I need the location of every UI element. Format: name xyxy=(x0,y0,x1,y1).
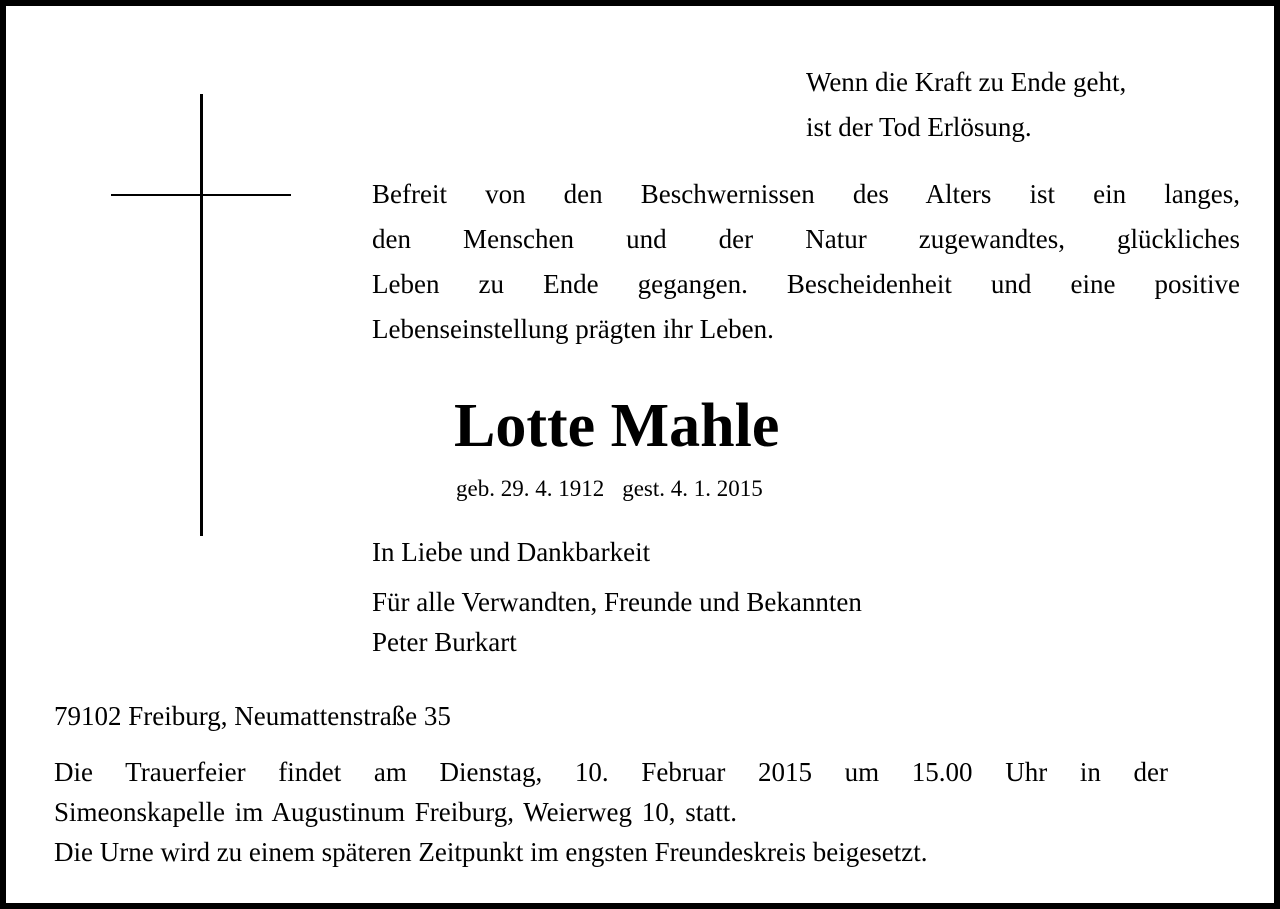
motto-quote xyxy=(806,60,1126,150)
motto-line: Wenn die Kraft zu Ende geht, xyxy=(806,67,1127,97)
closing-phrase: In Liebe und Dankbarkeit xyxy=(372,537,651,567)
tribute-line: Befreit von den Beschwernissen des Alters ist ein langes, xyxy=(372,179,1240,209)
deceased-name: Lotte Mahle xyxy=(454,392,780,460)
cross-horizontal-bar xyxy=(111,194,291,196)
ceremony-line: Simeonskapelle im Augustinum Freiburg, Weierweg 10, statt. xyxy=(54,797,738,827)
mourner-address: 79102 Freiburg, Neumattenstraße 35 xyxy=(54,701,451,731)
death-date: gest. 4. 1. 2015 xyxy=(622,476,763,501)
motto-line: ist der Tod Erlösung. xyxy=(806,112,1032,142)
tribute-paragraph xyxy=(372,172,1240,352)
ceremony-line: Die Trauerfeier findet am Dienstag, 10. Februar 2015 um 15.00 Uhr in der xyxy=(54,757,1168,787)
tribute-line: Leben zu Ende gegangen. Bescheidenheit und eine positive xyxy=(372,269,1240,299)
ceremony-line: Die Urne wird zu einem späteren Zeitpunkt im engsten Freundeskreis beigesetzt. xyxy=(54,837,928,867)
ceremony-details xyxy=(54,752,1168,872)
mourner-name: Peter Burkart xyxy=(372,627,517,657)
tribute-line: den Menschen und der Natur zugewandtes, glückliches xyxy=(372,224,1240,254)
cross-vertical-bar xyxy=(200,94,203,536)
mourners-line: Für alle Verwandten, Freunde und Bekannten xyxy=(372,587,862,617)
birth-date: geb. 29. 4. 1912 xyxy=(456,476,605,501)
life-dates xyxy=(456,472,763,506)
tribute-line: Lebenseinstellung prägten ihr Leben. xyxy=(372,314,774,344)
mourners-block xyxy=(372,582,862,662)
